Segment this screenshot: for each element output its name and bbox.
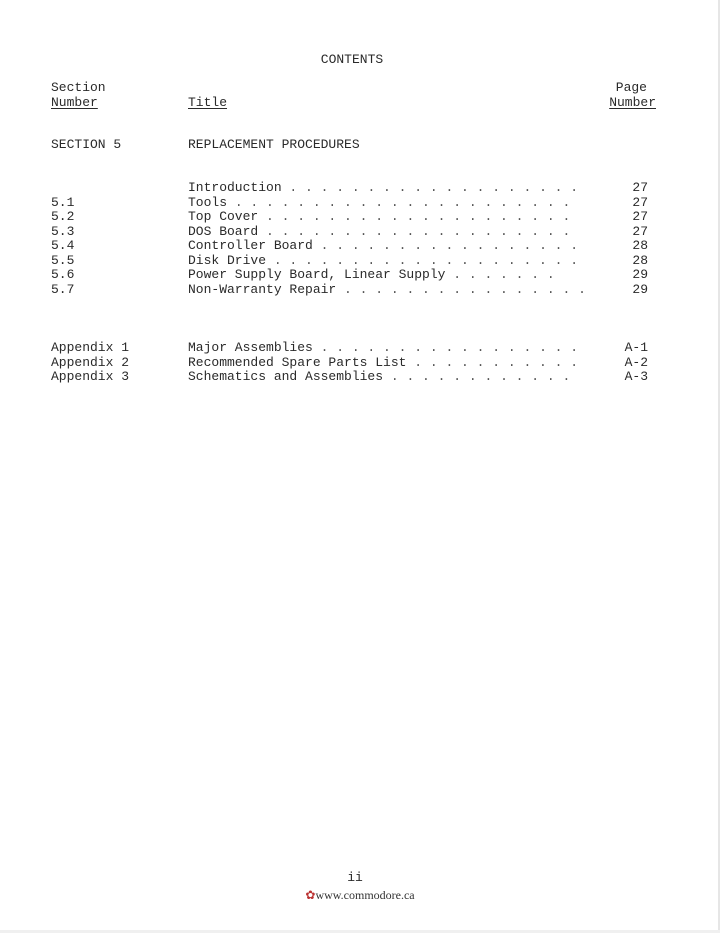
toc-entry-leader-dots: . . . . . . . . . . . . (383, 370, 571, 384)
toc-entry-page: 28 (632, 252, 648, 268)
toc-entry-title: Non-Warranty Repair (188, 281, 337, 297)
toc-entry-number: Appendix 3 (51, 369, 130, 384)
toc-entry-page: 27 (632, 194, 648, 210)
toc-entry-leader-dots: . . . . . . . . . . . . . . . . . . . . (258, 210, 571, 224)
section-header-title: REPLACEMENT PROCEDURES (188, 137, 360, 152)
toc-entry-number: 5.3 (51, 223, 75, 239)
toc-entry-title: Recommended Spare Parts List (188, 354, 407, 370)
website-footer (0, 888, 720, 903)
page-number: ii (347, 870, 363, 885)
contents-heading: CONTENTS (320, 52, 384, 67)
title-header: Title (188, 95, 228, 110)
toc-entry-number: 5.6 (51, 267, 75, 282)
toc-entry-leader-dots: . . . . . . . . . . . . . . . . . (312, 341, 579, 355)
toc-entry-title: Top Cover (188, 209, 259, 224)
page-number-header-line2: Number (609, 95, 656, 110)
toc-entry-title: Controller Board (188, 238, 313, 253)
maple-leaf-icon: ✿ (305, 888, 316, 902)
toc-entry-title: Power Supply Board, Linear Supply (188, 267, 446, 282)
toc-entry-page: 27 (632, 180, 648, 195)
toc-entry-page: 29 (632, 281, 648, 297)
toc-entry-number: 5.7 (51, 281, 75, 297)
section-header-number: SECTION 5 (51, 137, 122, 152)
toc-entry-page: 29 (632, 267, 648, 282)
section-number-header-line1: Section (51, 80, 106, 95)
toc-entry-leader-dots: . . . . . . . . . . . . . . . . . (312, 239, 579, 253)
toc-entry-page: A-2 (624, 354, 648, 370)
section-number-header-line2: Number (51, 95, 98, 110)
toc-entry-page: A-3 (624, 369, 648, 384)
toc-entry-title: Introduction (188, 180, 282, 195)
toc-entry-leader-dots: . . . . . . . (445, 268, 555, 282)
toc-entry-page: 27 (632, 209, 648, 224)
toc-entry-title: Schematics and Assemblies (188, 369, 384, 384)
toc-entry-leader-dots: . . . . . . . . . . . . . . . . . . . . (266, 253, 579, 268)
toc-entry-number: 5.5 (51, 252, 75, 268)
toc-entry-number: 5.4 (51, 238, 75, 253)
toc-entry-title: Disk Drive (188, 252, 267, 268)
toc-entry-title: DOS Board (188, 223, 259, 239)
page-number-header-line1: Page (615, 80, 647, 95)
website-text: www.commodore.ca (315, 888, 415, 902)
toc-entry-title: Tools (188, 194, 228, 210)
toc-entry-page: 27 (632, 223, 648, 239)
toc-entry-number: Appendix 1 (51, 340, 130, 355)
toc-entry-number: Appendix 2 (51, 354, 130, 370)
toc-entry-leader-dots: . . . . . . . . . . . . . . . . . . . . . . (227, 195, 571, 210)
toc-entry-leader-dots: . . . . . . . . . . . (406, 355, 579, 370)
toc-entry-leader-dots: . . . . . . . . . . . . . . . . . . . . (258, 224, 571, 239)
toc-entry-leader-dots: . . . . . . . . . . . . . . . . . . . (281, 181, 579, 195)
toc-entry-leader-dots: . . . . . . . . . . . . . . . . (336, 282, 586, 297)
toc-entry-number: 5.2 (51, 209, 75, 224)
toc-entry-page: A-1 (624, 340, 648, 355)
toc-entry-title: Major Assemblies (188, 340, 313, 355)
toc-entry-page: 28 (632, 238, 648, 253)
toc-entry-number: 5.1 (51, 194, 75, 210)
